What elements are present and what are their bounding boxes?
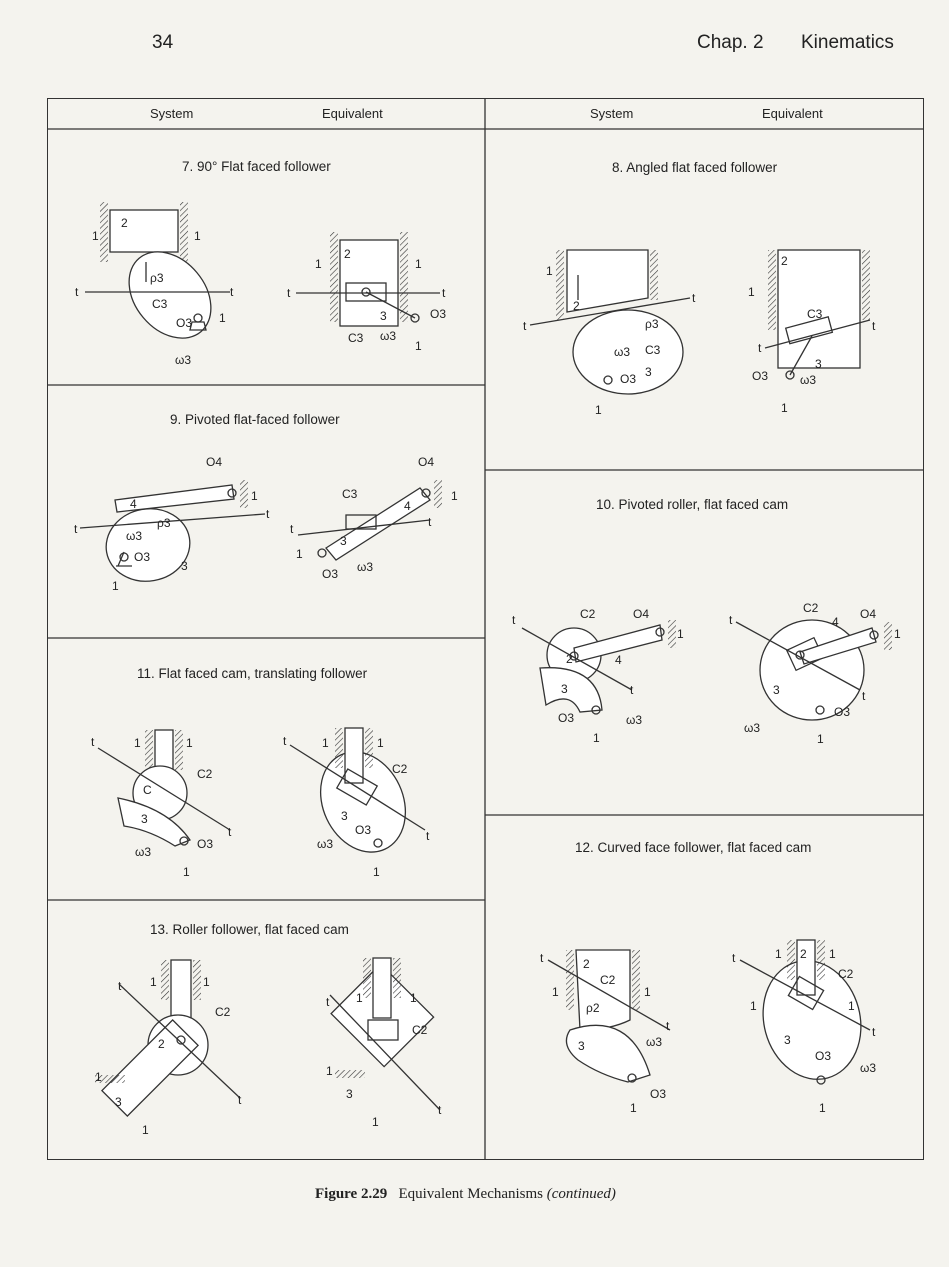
svg-text:3: 3	[773, 683, 780, 697]
case-9-title: 9. Pivoted flat-faced follower	[170, 412, 340, 427]
svg-text:C: C	[143, 783, 152, 797]
svg-text:t: t	[74, 522, 78, 536]
svg-text:1: 1	[644, 985, 651, 999]
svg-text:1: 1	[95, 1070, 102, 1084]
svg-text:1: 1	[186, 736, 193, 750]
svg-text:1: 1	[326, 1064, 333, 1078]
svg-text:4: 4	[832, 615, 839, 629]
svg-text:C2: C2	[197, 767, 213, 781]
svg-text:O3: O3	[834, 705, 851, 719]
svg-text:1: 1	[593, 731, 600, 745]
svg-text:t: t	[75, 285, 79, 299]
svg-text:1: 1	[92, 229, 99, 243]
svg-text:t: t	[91, 735, 95, 749]
svg-text:ω3: ω3	[614, 345, 631, 359]
svg-text:3: 3	[340, 534, 347, 548]
svg-text:O3: O3	[176, 316, 193, 330]
svg-text:O3: O3	[322, 567, 339, 581]
svg-text:ω3: ω3	[135, 845, 152, 859]
svg-text:t: t	[666, 1019, 670, 1033]
section-title: Kinematics	[801, 32, 894, 53]
svg-text:1: 1	[142, 1123, 149, 1137]
svg-text:1: 1	[373, 865, 380, 879]
case-12-title: 12. Curved face follower, flat faced cam	[575, 840, 812, 855]
svg-text:t: t	[758, 341, 762, 355]
svg-text:t: t	[523, 319, 527, 333]
svg-text:O3: O3	[430, 307, 447, 321]
svg-text:1: 1	[410, 991, 417, 1005]
svg-text:ρ2: ρ2	[586, 1001, 600, 1015]
svg-text:1: 1	[630, 1101, 637, 1115]
svg-text:1: 1	[750, 999, 757, 1013]
svg-text:4: 4	[130, 497, 137, 511]
svg-text:O3: O3	[558, 711, 575, 725]
svg-text:C3: C3	[645, 343, 661, 357]
svg-text:1: 1	[415, 257, 422, 271]
figure-caption	[315, 1186, 616, 1203]
svg-text:3: 3	[380, 309, 387, 323]
svg-text:t: t	[630, 683, 634, 697]
svg-text:t: t	[428, 515, 432, 529]
svg-text:1: 1	[819, 1101, 826, 1115]
svg-text:ω3: ω3	[860, 1061, 877, 1075]
svg-text:t: t	[540, 951, 544, 965]
svg-text:3: 3	[346, 1087, 353, 1101]
svg-text:t: t	[732, 951, 736, 965]
svg-text:2: 2	[121, 216, 128, 230]
svg-text:1: 1	[315, 257, 322, 271]
svg-text:t: t	[238, 1093, 242, 1107]
svg-text:3: 3	[341, 809, 348, 823]
svg-text:3: 3	[784, 1033, 791, 1047]
svg-text:1: 1	[183, 865, 190, 879]
svg-text:t: t	[230, 285, 234, 299]
svg-text:2: 2	[800, 947, 807, 961]
svg-text:C3: C3	[348, 331, 364, 345]
svg-text:t: t	[692, 291, 696, 305]
svg-text:3: 3	[815, 357, 822, 371]
svg-text:2: 2	[781, 254, 788, 268]
svg-text:1: 1	[194, 229, 201, 243]
svg-text:1: 1	[748, 285, 755, 299]
svg-text:4: 4	[404, 499, 411, 513]
svg-text:1: 1	[112, 579, 119, 593]
svg-text:ω3: ω3	[175, 353, 192, 367]
svg-text:C2: C2	[215, 1005, 231, 1019]
header-equivalent-right: Equivalent	[762, 106, 823, 121]
case-10-title: 10. Pivoted roller, flat faced cam	[596, 497, 789, 512]
svg-text:1: 1	[219, 311, 226, 325]
svg-text:C3: C3	[152, 297, 168, 311]
svg-text:1: 1	[203, 975, 210, 989]
svg-text:ω3: ω3	[380, 329, 397, 343]
svg-text:C2: C2	[838, 967, 854, 981]
svg-text:O4: O4	[206, 455, 223, 469]
svg-text:C2: C2	[412, 1023, 428, 1037]
svg-text:t: t	[438, 1103, 442, 1117]
svg-text:2: 2	[158, 1037, 165, 1051]
svg-text:ω3: ω3	[357, 560, 374, 574]
svg-text:1: 1	[251, 489, 258, 503]
svg-text:t: t	[872, 1025, 876, 1039]
svg-text:1: 1	[377, 736, 384, 750]
svg-text:2: 2	[583, 957, 590, 971]
svg-text:2: 2	[566, 652, 573, 666]
case-13-title: 13. Roller follower, flat faced cam	[150, 922, 349, 937]
svg-text:t: t	[228, 825, 232, 839]
figure-label: Figure 2.29	[315, 1186, 388, 1202]
svg-text:3: 3	[181, 559, 188, 573]
case-7-title: 7. 90° Flat faced follower	[182, 159, 331, 174]
svg-text:4: 4	[615, 653, 622, 667]
svg-text:1: 1	[134, 736, 141, 750]
svg-text:t: t	[512, 613, 516, 627]
svg-text:t: t	[290, 522, 294, 536]
svg-text:ρ3: ρ3	[157, 516, 171, 530]
svg-text:1: 1	[356, 991, 363, 1005]
svg-text:1: 1	[595, 403, 602, 417]
svg-text:3: 3	[115, 1095, 122, 1109]
svg-text:ω3: ω3	[626, 713, 643, 727]
svg-text:1: 1	[451, 489, 458, 503]
svg-text:1: 1	[775, 947, 782, 961]
svg-text:O4: O4	[418, 455, 435, 469]
figure-note: (continued)	[546, 1186, 616, 1202]
figure-title: Equivalent Mechanisms	[398, 1186, 544, 1202]
header-equivalent-left: Equivalent	[322, 106, 383, 121]
svg-text:1: 1	[150, 975, 157, 989]
header-system-left: System	[150, 106, 194, 121]
svg-text:1: 1	[848, 999, 855, 1013]
svg-text:t: t	[729, 613, 733, 627]
svg-text:1: 1	[817, 732, 824, 746]
svg-text:t: t	[862, 689, 866, 703]
svg-text:1: 1	[296, 547, 303, 561]
svg-text:t: t	[118, 979, 122, 993]
svg-text:ω3: ω3	[317, 837, 334, 851]
svg-text:ω3: ω3	[646, 1035, 663, 1049]
svg-text:t: t	[872, 319, 876, 333]
svg-text:O3: O3	[197, 837, 214, 851]
svg-text:ρ3: ρ3	[150, 271, 164, 285]
svg-text:ω3: ω3	[126, 529, 143, 543]
svg-text:t: t	[426, 829, 430, 843]
svg-text:O3: O3	[620, 372, 637, 386]
svg-text:ω3: ω3	[744, 721, 761, 735]
svg-text:1: 1	[677, 627, 684, 641]
svg-text:O3: O3	[134, 550, 151, 564]
case-11-title: 11. Flat faced cam, translating follower	[137, 666, 368, 681]
svg-text:2: 2	[344, 247, 351, 261]
svg-text:C2: C2	[580, 607, 596, 621]
svg-text:C3: C3	[807, 307, 823, 321]
svg-text:1: 1	[322, 736, 329, 750]
svg-text:t: t	[266, 507, 270, 521]
svg-text:t: t	[326, 995, 330, 1009]
svg-text:1: 1	[372, 1115, 379, 1129]
chapter-label: Chap. 2	[697, 32, 764, 53]
svg-text:C2: C2	[600, 973, 616, 987]
svg-text:1: 1	[546, 264, 553, 278]
svg-text:O3: O3	[752, 369, 769, 383]
svg-text:1: 1	[552, 985, 559, 999]
svg-text:1: 1	[781, 401, 788, 415]
svg-text:C2: C2	[803, 601, 819, 615]
svg-text:O3: O3	[650, 1087, 667, 1101]
svg-text:O3: O3	[355, 823, 372, 837]
page-number: 34	[152, 32, 174, 53]
svg-text:3: 3	[578, 1039, 585, 1053]
svg-text:1: 1	[415, 339, 422, 353]
svg-text:t: t	[442, 286, 446, 300]
svg-text:1: 1	[829, 947, 836, 961]
svg-text:ω3: ω3	[800, 373, 817, 387]
svg-text:1: 1	[894, 627, 901, 641]
svg-text:ρ3: ρ3	[645, 317, 659, 331]
svg-text:O3: O3	[815, 1049, 832, 1063]
svg-text:C3: C3	[342, 487, 358, 501]
svg-text:2: 2	[573, 299, 580, 313]
svg-text:3: 3	[645, 365, 652, 379]
svg-text:t: t	[283, 734, 287, 748]
svg-text:3: 3	[561, 682, 568, 696]
svg-text:t: t	[287, 286, 291, 300]
svg-text:3: 3	[141, 812, 148, 826]
case-8-title: 8. Angled flat faced follower	[612, 160, 778, 175]
svg-text:O4: O4	[633, 607, 650, 621]
svg-text:O4: O4	[860, 607, 877, 621]
header-system-right: System	[590, 106, 634, 121]
svg-text:C2: C2	[392, 762, 408, 776]
